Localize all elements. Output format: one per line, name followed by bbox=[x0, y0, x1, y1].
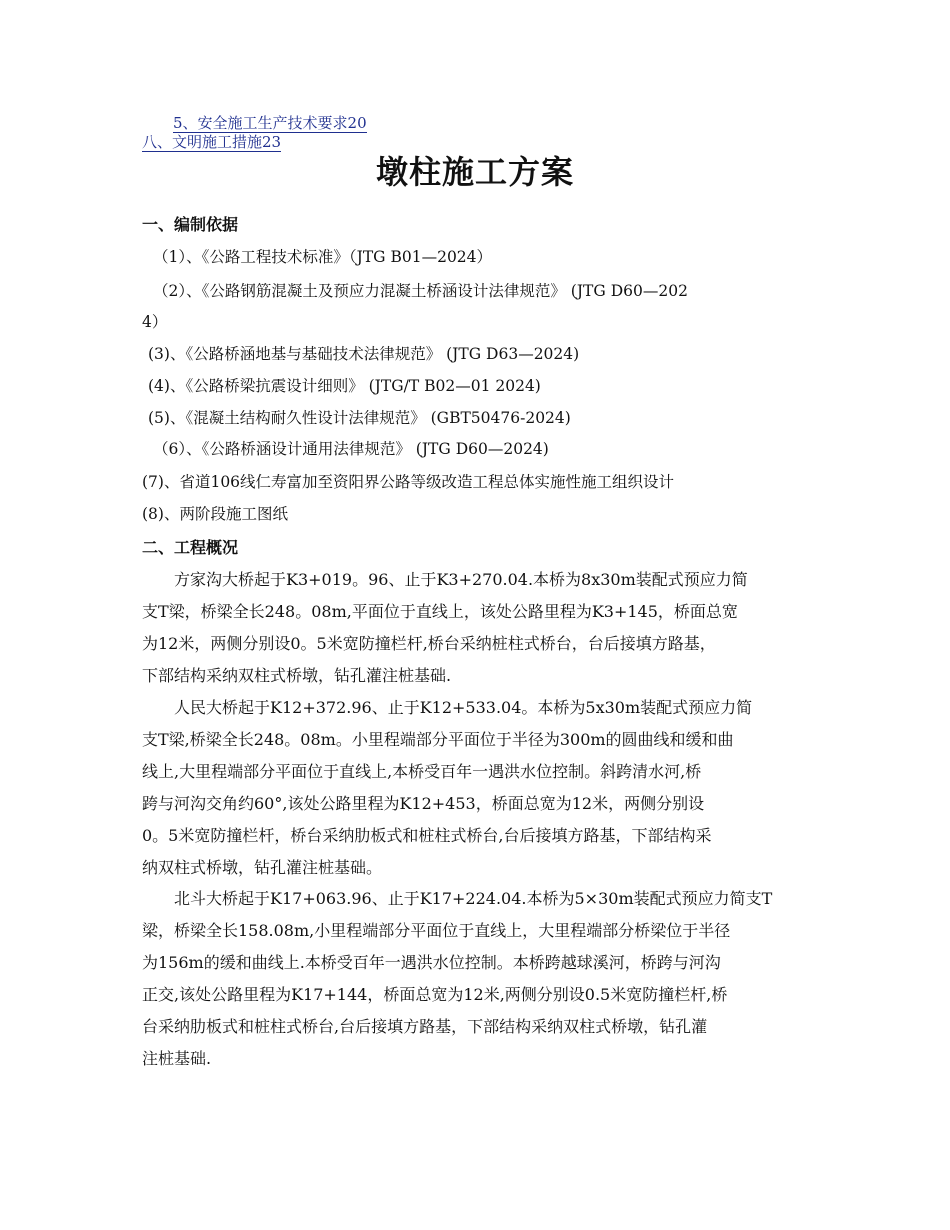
paragraph-line: 为156m的缓和曲线上.本桥受百年一遇洪水位控制。本桥跨越球溪河，桥跨与河沟 bbox=[142, 953, 721, 972]
reference-item-2: （2）、《公路钢筋混凝土及预应力混凝土桥涵设计法律规范》 (JTG D60—202 bbox=[153, 282, 688, 300]
reference-item-2-cont: 4） bbox=[142, 313, 168, 331]
paragraph-beidou-bridge bbox=[142, 883, 832, 1075]
paragraph-line: 线上,大里程端部分平面位于直线上,本桥受百年一遇洪水位控制。斜跨清水河,桥 bbox=[142, 762, 702, 781]
toc-link-civilized-construction[interactable]: 八、文明施工措施23 bbox=[142, 133, 282, 151]
paragraph-line: 梁，桥梁全长158.08m,小里程端部分平面位于直线上，大里程端部分桥梁位于半径 bbox=[142, 921, 731, 940]
paragraph-line: 支T梁,桥梁全长248。08m。小里程端部分平面位于半径为300m的圆曲线和缓和曲 bbox=[142, 730, 734, 749]
toc-link-safety-requirements[interactable]: 5、安全施工生产技术要求20 bbox=[173, 114, 367, 132]
reference-item-8: (8)、两阶段施工图纸 bbox=[142, 505, 288, 523]
reference-item-4: (4)、《公路桥梁抗震设计细则》 (JTG/T B02—01 2024) bbox=[148, 377, 541, 395]
reference-item-3: (3)、《公路桥涵地基与基础技术法律规范》 (JTG D63—2024) bbox=[148, 345, 580, 363]
paragraph-line: 方家沟大桥起于K3+019。96、止于K3+270.04.本桥为8x30m装配式预应力简 bbox=[142, 570, 748, 589]
paragraph-line: 人民大桥起于K12+372.96、止于K12+533.04。本桥为5x30m装配式预应力简 bbox=[142, 698, 753, 717]
paragraph-line: 台采纳肋板式和桩柱式桥台,台后接填方路基，下部结构采纳双柱式桥墩，钻孔灌 bbox=[142, 1017, 708, 1036]
paragraph-fangjiagou-bridge bbox=[142, 564, 832, 692]
paragraph-line: 为12米，两侧分别设0。5米宽防撞栏杆,桥台采纳桩柱式桥台，台后接填方路基， bbox=[142, 634, 716, 653]
paragraph-line: 跨与河沟交角约60°,该处公路里程为K12+453，桥面总宽为12米，两侧分别设 bbox=[142, 794, 705, 813]
paragraph-line: 正交,该处公路里程为K17+144，桥面总宽为12米,两侧分别设0.5米宽防撞栏杆,桥 bbox=[142, 985, 728, 1004]
reference-item-5: (5)、《混凝土结构耐久性设计法律规范》 (GBT50476-2024) bbox=[148, 409, 571, 427]
reference-item-1: （1）、《公路工程技术标准》（JTG B01—2024） bbox=[153, 248, 493, 266]
section-heading-overview: 二、工程概况 bbox=[142, 538, 239, 557]
reference-item-6: （6）、《公路桥涵设计通用法律规范》 (JTG D60—2024) bbox=[153, 440, 549, 458]
paragraph-line: 北斗大桥起于K17+063.96、止于K17+224.04.本桥为5×30m装配式预应力简支T bbox=[142, 889, 773, 908]
paragraph-line: 0。5米宽防撞栏杆，桥台采纳肋板式和桩柱式桥台,台后接填方路基，下部结构采 bbox=[142, 826, 712, 845]
section-heading-basis: 一、编制依据 bbox=[142, 215, 239, 234]
paragraph-line: 支T梁，桥梁全长248。08m,平面位于直线上，该处公路里程为K3+145，桥面总宽 bbox=[142, 602, 738, 621]
paragraph-line: 注桩基础. bbox=[142, 1049, 212, 1068]
paragraph-renmin-bridge bbox=[142, 692, 832, 884]
paragraph-line: 下部结构采纳双柱式桥墩，钻孔灌注桩基础. bbox=[142, 666, 452, 685]
reference-item-7: (7)、省道106线仁寿富加至资阳界公路等级改造工程总体实施性施工组织设计 bbox=[142, 473, 675, 491]
document-title: 墩柱施工方案 bbox=[375, 153, 574, 191]
paragraph-line: 纳双柱式桥墩，钻孔灌注桩基础。 bbox=[142, 858, 383, 877]
